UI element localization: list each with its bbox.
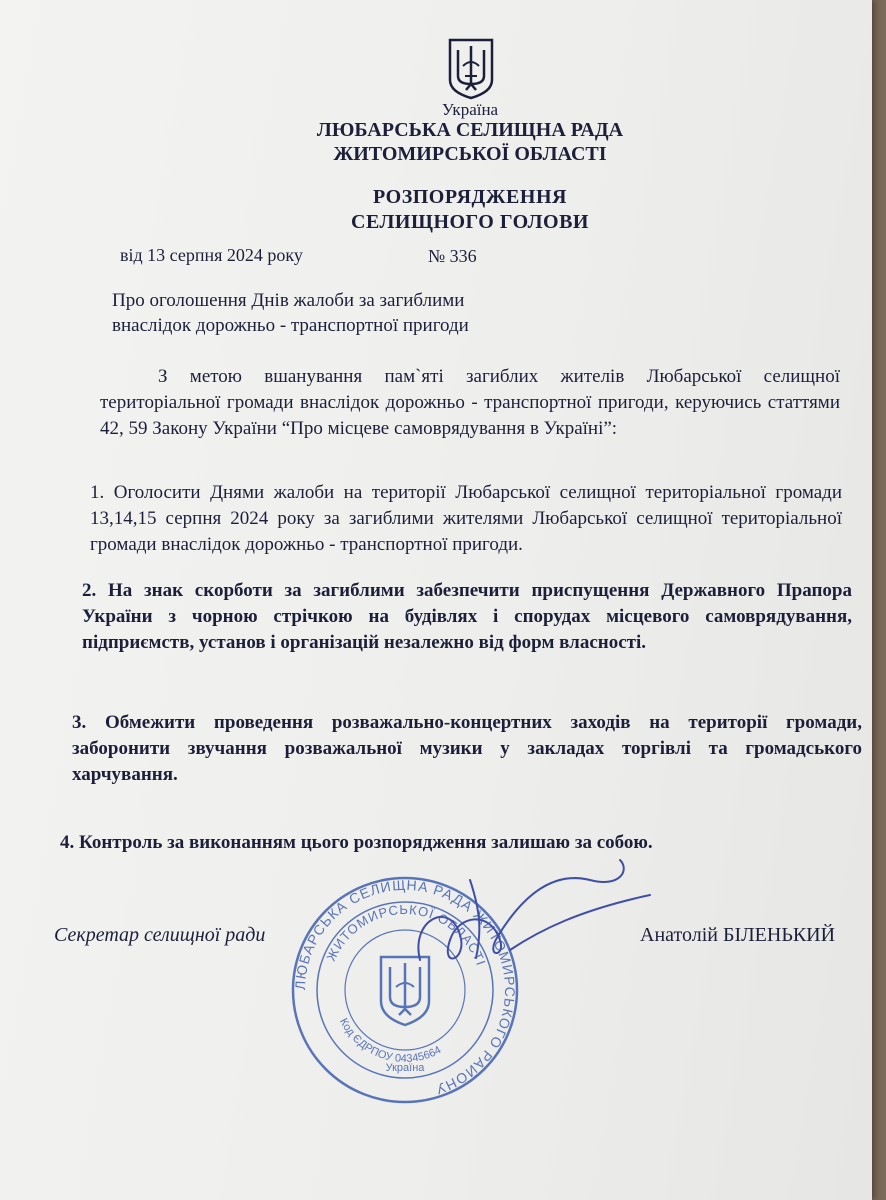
item-2-paragraph: 2. На знак скорботи за загиблими забезпечити приспущення Державного Прапора України з чорною стрічкою на будівлях і спорудах місцевого самоврядування, підприємств, установ і організацій незалежно від форм власності. (82, 580, 852, 653)
svg-text:Код ЄДРПОУ 04345664 (337, 1016, 443, 1065)
council-name (0, 118, 886, 166)
stamp-inner-text: ЖИТОМИРСЬКОЇ ОБЛАСТІ (323, 901, 489, 969)
handwritten-signature (380, 840, 660, 990)
council-line-1: ЛЮБАРСЬКА СЕЛИЩНА РАДА (316, 119, 624, 141)
document-date: від 13 серпня 2024 року (120, 245, 303, 265)
stamp-bottom-text: Код ЄДРПОУ 04345664 (337, 1016, 444, 1066)
document-type (0, 185, 886, 235)
document-subject (112, 288, 469, 338)
subject-line-2: внаслідок дорожньо - транспортної пригоди (112, 315, 469, 336)
stamp-country-text: Україна (385, 1062, 425, 1074)
intro-paragraph: З метою вшанування пам`яті загиблих жителів Любарської селищної територіальної громади внаслідок дорожньо - транспортної пригоди, керуючись статтями 42, 59 Закону України “Про місцеве самоврядування в Україні”: (100, 366, 840, 439)
document-number: № 336 (428, 246, 477, 266)
subject-line-1: Про оголошення Днів жалоби за загиблими (112, 290, 465, 311)
country-name: Україна (441, 100, 499, 119)
doctype-line-1: РОЗПОРЯДЖЕННЯ (373, 186, 567, 208)
item-4-paragraph: 4. Контроль за виконанням цього розпорядження залишаю за собою. (60, 832, 653, 853)
signatory-name: Анатолій БІЛЕНЬКИЙ (640, 924, 836, 946)
trident-emblem-icon (446, 36, 496, 100)
signatory-position: Секретар селищної ради (54, 924, 266, 946)
stamp-outer-text: ЛЮБАРСЬКА СЕЛИЩНА РАДА ЖИТОМИРСЬКОГО РАЙОНУ (291, 876, 519, 1099)
doctype-line-2: СЕЛИЩНОГО ГОЛОВИ (351, 211, 589, 233)
item-1-paragraph: 1. Оголосити Днями жалоби на території Любарської селищної територіальної громади 13,14,15 серпня 2024 року за загиблими жителями Любарської селищної територіальної громади внаслідок дорожньо - транспортної пригоди. (90, 482, 842, 555)
council-line-2: ЖИТОМИРСЬКОЇ ОБЛАСТІ (333, 143, 607, 165)
item-3-paragraph: 3. Обмежити проведення розважально-концертних заходів на території громади, заборонити звучання розважальної музики у закладах торгівлі та громадського харчування. (72, 712, 862, 785)
